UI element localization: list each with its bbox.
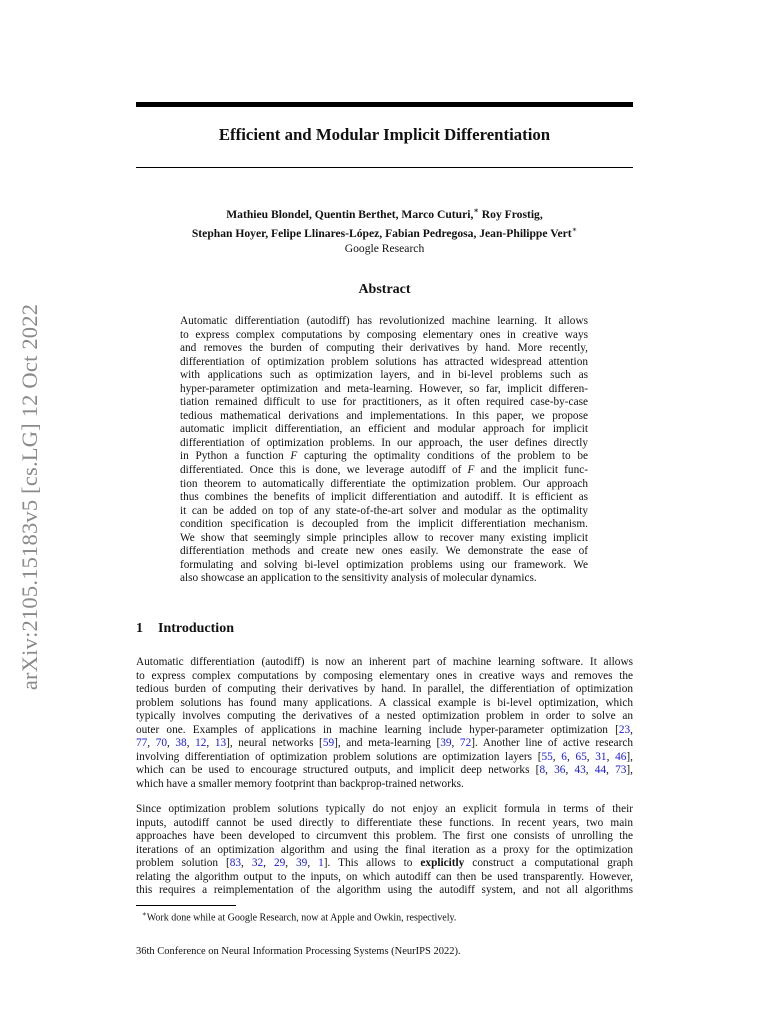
arxiv-identifier: arXiv:2105.15183v5 [cs.LG] 12 Oct 2022: [17, 303, 42, 691]
text-line: tedious burden of computing their derivatives by hand. In parallel, the differentiation of optimization: [136, 683, 633, 696]
abstract-line: automatic implicit differentiation, an efficient and modular approach for implicit: [180, 423, 588, 436]
abstract-line: with applications such as optimization layers, and in bi-level problems such as: [180, 369, 588, 382]
arxiv-sidebar: [8, 270, 52, 725]
title-bottom-rule: [136, 167, 633, 168]
citation-link[interactable]: 39: [440, 737, 452, 750]
author-footnote-mark: ∗: [473, 206, 479, 215]
text-line: 77, 70, 38, 12, 13], neural networks [59], and meta-learning [39, 72]. Another line of active research: [136, 737, 633, 750]
citation-link[interactable]: 73: [615, 764, 627, 777]
citation-link[interactable]: 72: [459, 737, 472, 750]
footnote-mark: ∗: [142, 910, 147, 918]
citation-link[interactable]: 36: [554, 764, 566, 777]
footnote-text: Work done while at Google Research, now at Apple and Owkin, respectively.: [146, 912, 457, 924]
citation-link[interactable]: 55: [541, 750, 553, 763]
text-line: approaches have been developed to circumvent this problem. The first one consists of unrolling the: [136, 830, 633, 843]
text-line: problem solution [83, 32, 29, 39, 1]. This allows to explicitly construct a computational graph: [136, 857, 633, 870]
author-footnote-mark: ∗: [571, 224, 578, 234]
authors-line-1: Mathieu Blondel, Quentin Berthet, Marco Cuturi,∗ Roy Frostig,: [226, 206, 543, 221]
abstract-line: We show that seemingly simple principles allow to recover many existing implicit: [180, 531, 588, 544]
abstract-line: tedious mathematical derivations and implementations. In this paper, we propose: [180, 409, 588, 422]
text-line: inputs, autodiff cannot be used directly to differentiate these functions. In recent years, two main: [136, 816, 633, 829]
abstract-line: differentiation of optimization problems. In our approach, the user defines directly: [180, 436, 588, 449]
text-line: Since optimization problem solutions typically do not enjoy an explicit formula in terms of their: [136, 803, 633, 815]
section-number: 1: [136, 621, 143, 636]
abstract-line: to express complex computations by composing elementary ones in creative ways: [180, 328, 588, 341]
text-line: typically involves computing the derivatives of a nested optimization problem in order to solve an: [136, 710, 633, 723]
citation-link[interactable]: 44: [594, 764, 607, 777]
footnote: [142, 910, 456, 923]
citation-link[interactable]: 70: [155, 737, 167, 750]
text-line: Automatic differentiation (autodiff) is now an inherent part of machine learning software. It allows: [136, 656, 633, 668]
conference-note: 36th Conference on Neural Information Processing Systems (NeurIPS 2022).: [136, 946, 461, 957]
text-line: this requires a reimplementation of the algorithm using the autodiff system, and not all algorithms: [136, 884, 633, 897]
text-line: iterations of an optimization algorithm and using the final iteration as a proxy for the optimization: [136, 843, 633, 856]
text-line: outer one. Examples of applications in machine learning include hyper-parameter optimization [23,: [136, 723, 633, 736]
abstract-line: thus combines the benefits of implicit differentiation and autodiff. It is efficient as: [180, 491, 588, 504]
abstract-text: [180, 315, 588, 586]
introduction-paragraph-2: [136, 803, 633, 898]
citation-link[interactable]: 77: [136, 737, 148, 750]
abstract-line: in Python a function F capturing the optimality conditions of the problem to be: [180, 450, 588, 463]
text-line: problem solutions has found many applications. A classical example is bi-level optimization, which: [136, 696, 633, 709]
citation-link[interactable]: 23: [618, 723, 631, 736]
citation-link[interactable]: 29: [273, 857, 286, 870]
citation-link[interactable]: 65: [575, 750, 587, 763]
abstract-line: differentiation methods and create new ones easily. We demonstrate the ease of: [180, 545, 588, 558]
abstract-line: also showcase an application to the sensitivity analysis of molecular dynamics.: [180, 572, 537, 585]
citation-link[interactable]: 8: [539, 764, 546, 777]
title-top-rule: [136, 102, 633, 107]
footnote-rule: [136, 905, 236, 906]
citation-link[interactable]: 46: [615, 750, 627, 763]
citation-link[interactable]: 31: [595, 750, 607, 763]
abstract-line: tiation remained difficult to use for practitioners, as it often required case-by-case: [180, 396, 588, 409]
citation-link[interactable]: 39: [296, 857, 308, 870]
text-line: which can be used to encourage structured outputs, and implicit deep networks [8, 36, 43, 44, 73],: [136, 764, 634, 777]
introduction-paragraph-1: [136, 656, 633, 791]
citation-link[interactable]: 1: [318, 857, 324, 870]
citation-link[interactable]: 59: [322, 737, 335, 750]
citation-link[interactable]: 38: [175, 737, 187, 750]
abstract-line: formulating and solving bi-level optimization problems using our framework. We: [180, 558, 588, 571]
abstract-line: differentiated. Once this is done, we leverage autodiff of F and the implicit func-: [180, 464, 589, 477]
emphasis-text: explicitly: [420, 857, 465, 870]
abstract-heading: Abstract: [358, 282, 411, 297]
text-line: to express complex computations by composing elementary ones in creative ways and removes the: [136, 669, 633, 682]
abstract-line: it can be added on top of any state-of-the-art solver and modular as the optimality: [180, 504, 588, 517]
text-line: involving differentiation of optimization problem solutions are optimization layers [55, 6, 65, 31, 46],: [136, 750, 633, 763]
text-line: which have a smaller memory footprint than backprop-trained networks.: [136, 777, 464, 790]
abstract-line: hyper-parameter optimization and meta-learning. However, so far, implicit differen-: [180, 382, 588, 395]
citation-link[interactable]: 32: [251, 857, 264, 870]
citation-link[interactable]: 83: [229, 857, 242, 870]
affiliation: Google Research: [344, 241, 425, 255]
section-heading: [136, 621, 234, 637]
paper-title: Efficient and Modular Implicit Differentiation: [218, 125, 551, 144]
citation-link[interactable]: 6: [561, 750, 567, 763]
text-line: relating the algorithm output to the inputs, on which autodiff can then be used transparently. However,: [136, 870, 633, 883]
abstract-line: and removes the burden of computing their derivatives by hand. More recently,: [180, 342, 588, 355]
author-block: [136, 203, 633, 256]
abstract-line: differentiation of optimization problem solutions has attracted widespread attention: [180, 355, 588, 368]
citation-link[interactable]: 12: [195, 737, 207, 750]
citation-link[interactable]: 13: [214, 737, 227, 750]
citation-link[interactable]: 43: [574, 764, 586, 777]
abstract-line: condition specification is decoupled from the implicit differentiation mechanism.: [180, 518, 588, 531]
abstract-line: tion theorem to automatically differentiate the optimization problem. Our approach: [180, 477, 588, 490]
abstract-line: Automatic differentiation (autodiff) has revolutionized machine learning. It allows: [180, 315, 588, 327]
authors-line-2: Stephan Hoyer, Felipe Llinares-López, Fabian Pedregosa, Jean-Philippe Vert∗: [191, 224, 578, 240]
section-title: Introduction: [158, 621, 234, 636]
